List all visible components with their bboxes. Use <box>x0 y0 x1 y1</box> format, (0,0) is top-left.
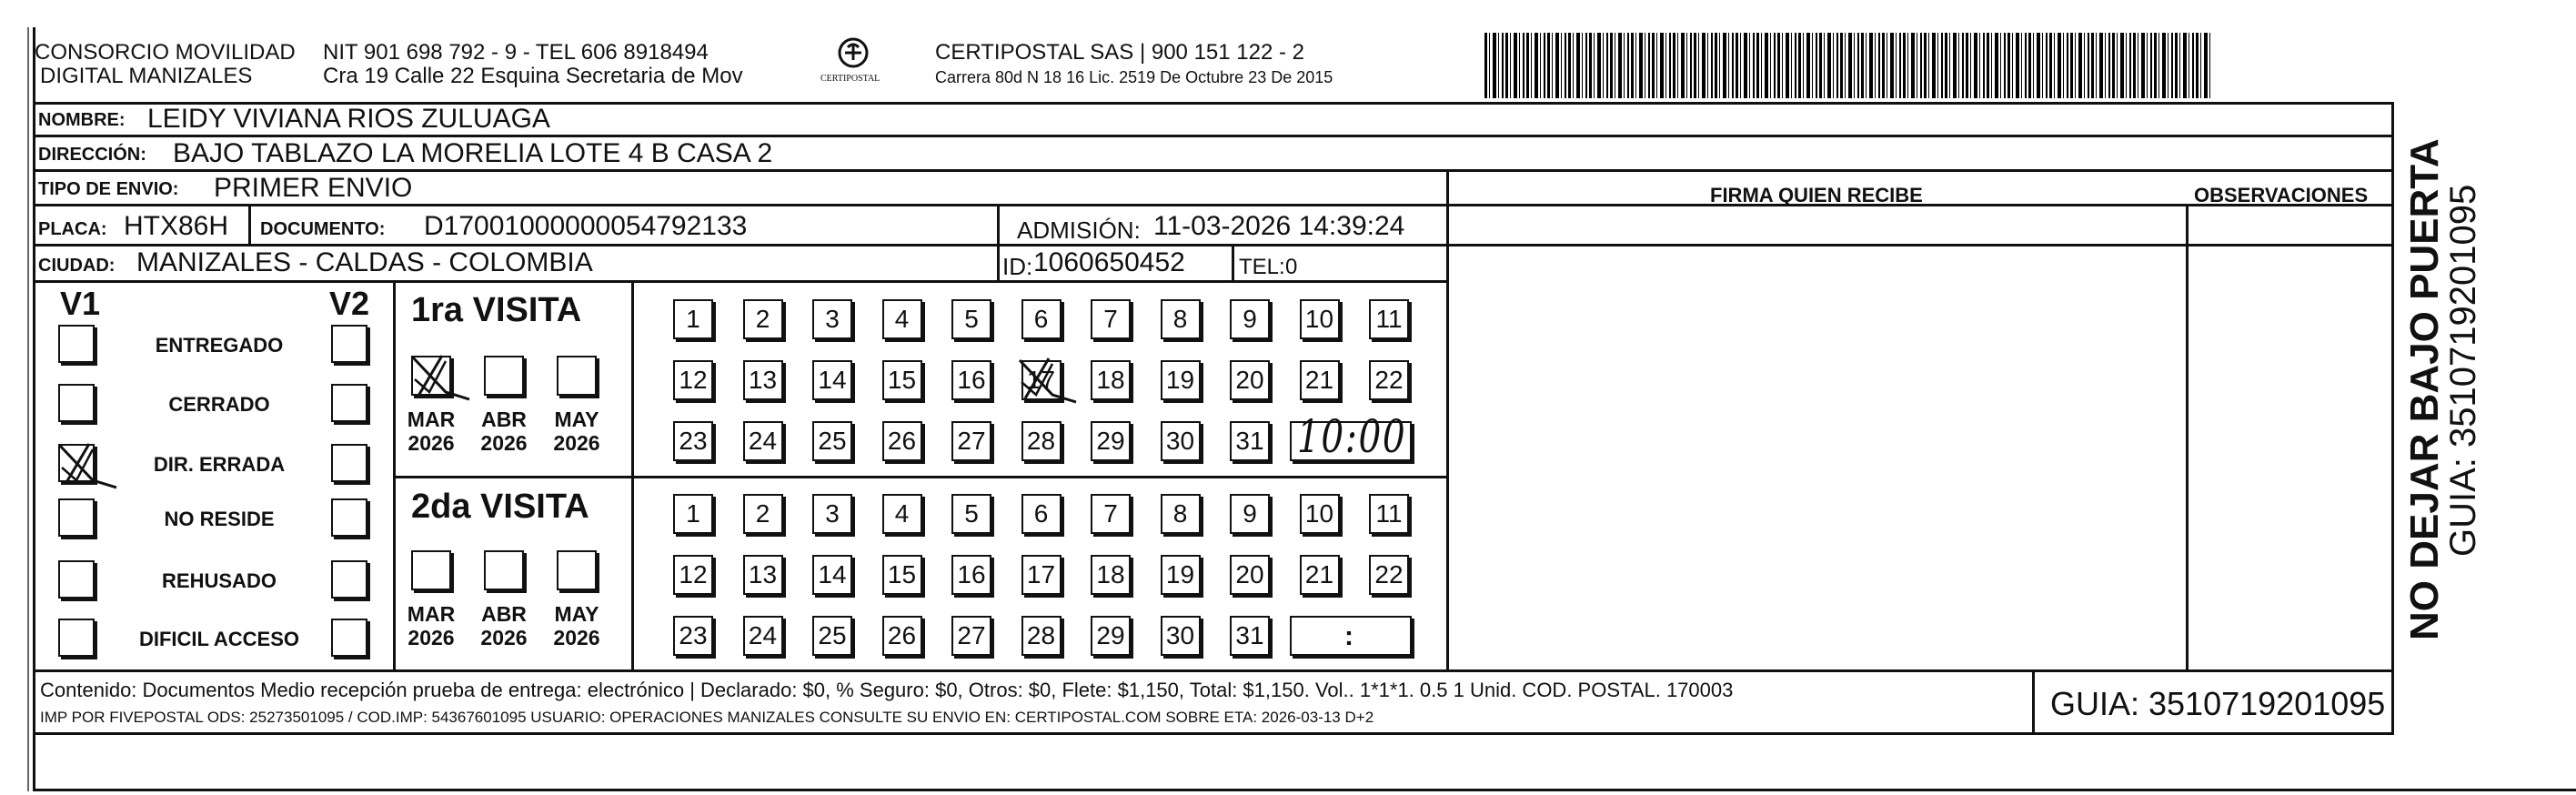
visit2-month-year: 2026 <box>408 626 455 650</box>
status-v2-checkbox[interactable] <box>331 619 367 657</box>
visit1-day-box[interactable]: 14 <box>812 360 852 400</box>
print-line: IMP POR FIVEPOSTAL ODS: 25273501095 / COD.IMP: 54367601095 USUARIO: OPERACIONES MANIZALES CONSULTE SU ENVIO EN: CERTIPOSTAL.COM SOBRE ETA: 2026-03-13 D+2 <box>40 709 1374 726</box>
visit1-day-box[interactable]: 29 <box>1091 421 1131 461</box>
visit2-month-year: 2026 <box>553 626 600 650</box>
visit1-day-box[interactable]: 16 <box>951 360 991 400</box>
obs-left-divider <box>2186 204 2189 669</box>
month-divider <box>631 280 634 669</box>
visit1-day-box[interactable]: 30 <box>1161 421 1201 461</box>
visit1-day-box[interactable]: 9 <box>1230 299 1270 339</box>
visit1-month-name: MAY <box>554 408 599 431</box>
visit1-day-box[interactable]: 23 <box>673 421 713 461</box>
courier-line2: Carrera 80d N 18 16 Lic. 2519 De Octubre 23 De 2015 <box>935 68 1333 86</box>
company-name-line1: CONSORCIO MOVILIDAD <box>35 40 296 65</box>
plate-value: HTX86H <box>124 211 229 241</box>
name-label: NOMBRE: <box>38 110 126 130</box>
visit1-day-box[interactable]: 7 <box>1091 299 1131 339</box>
plate-divider <box>248 204 251 244</box>
visit2-month-checkbox[interactable] <box>484 550 524 590</box>
visit2-day-box[interactable]: 6 <box>1021 494 1062 534</box>
visit1-month-checkbox[interactable] <box>557 356 597 396</box>
row-line-3 <box>33 204 2394 206</box>
visit2-month-checkbox[interactable] <box>411 550 451 590</box>
visit2-month-label <box>477 602 531 650</box>
visit1-time-box[interactable] <box>1290 410 1412 463</box>
admission-label: ADMISIÓN: <box>1017 216 1141 244</box>
visit2-day-box[interactable]: 9 <box>1230 494 1270 534</box>
status-v2-checkbox[interactable] <box>331 444 367 482</box>
row-line-4 <box>33 244 1448 247</box>
visit1-month-checkbox[interactable] <box>411 356 451 396</box>
status-divider <box>393 280 396 669</box>
visit-divider <box>393 476 1448 478</box>
visit2-day-box[interactable]: 15 <box>882 555 922 595</box>
address-value: BAJO TABLAZO LA MORELIA LOTE 4 B CASA 2 <box>173 138 773 168</box>
visit1-month-year: 2026 <box>480 431 528 456</box>
card-left-edge <box>27 27 29 791</box>
visit2-day-box[interactable]: 20 <box>1230 555 1270 595</box>
visit2-day-box[interactable]: 22 <box>1369 555 1409 595</box>
shipment-type-value: PRIMER ENVIO <box>214 173 413 203</box>
checkmark-icon <box>56 440 120 495</box>
visit1-day-box[interactable]: 15 <box>882 360 922 400</box>
tel-value: 0 <box>1285 255 1298 279</box>
status-option-label: ENTREGADO <box>155 334 284 357</box>
visit1-month-label <box>549 408 604 456</box>
visit2-day-box[interactable]: 30 <box>1161 616 1201 656</box>
v1-label: V1 <box>60 285 101 322</box>
visit2-month-year: 2026 <box>480 626 528 650</box>
visit1-title: 1ra VISITA <box>411 291 582 329</box>
visit1-day-box[interactable]: 31 <box>1230 421 1270 461</box>
visit1-month-name: ABR <box>481 408 527 431</box>
row-line-sig <box>1446 244 2394 247</box>
status-option-label: REHUSADO <box>162 569 277 592</box>
visit1-day-box[interactable]: 6 <box>1021 299 1062 339</box>
visit2-day-box[interactable]: 10 <box>1300 494 1340 534</box>
visit2-time-value: : <box>1344 621 1353 651</box>
city-label: CIUDAD: <box>38 256 116 276</box>
v2-label: V2 <box>329 285 370 322</box>
visit2-month-name: ABR <box>481 602 527 626</box>
barcode <box>1484 33 2212 98</box>
visit2-day-box[interactable]: 2 <box>743 494 783 534</box>
visit2-day-box[interactable]: 7 <box>1091 494 1131 534</box>
observations-header: OBSERVACIONES <box>2194 184 2369 206</box>
visit1-month-year: 2026 <box>553 431 600 456</box>
status-v2-checkbox[interactable] <box>331 498 367 537</box>
address-label: DIRECCIÓN: <box>38 145 146 165</box>
checkmark-icon <box>409 352 473 407</box>
visit2-day-box[interactable]: 4 <box>882 494 922 534</box>
visit2-day-box[interactable]: 18 <box>1091 555 1131 595</box>
status-option-label: CERRADO <box>168 393 270 416</box>
admission-divider <box>997 204 1000 280</box>
status-v1-checkbox[interactable] <box>58 444 95 482</box>
signature-header: FIRMA QUIEN RECIBE <box>1710 184 1923 206</box>
visit2-day-box[interactable]: 28 <box>1021 616 1062 656</box>
status-v2-checkbox[interactable] <box>331 325 367 363</box>
tel-divider <box>1232 244 1234 280</box>
visit1-day-box[interactable]: 27 <box>951 421 991 461</box>
row-line-1 <box>33 135 2394 137</box>
visit1-day-box[interactable]: 17 <box>1021 360 1062 400</box>
status-v2-checkbox[interactable] <box>331 560 367 599</box>
visit2-day-box[interactable]: 1 <box>673 494 713 534</box>
visit2-day-box[interactable]: 8 <box>1161 494 1201 534</box>
visit1-day-box[interactable]: 2 <box>743 299 783 339</box>
visit1-day-box[interactable]: 8 <box>1161 299 1201 339</box>
visit2-day-box[interactable]: 27 <box>951 616 991 656</box>
visit2-day-box[interactable]: 21 <box>1300 555 1340 595</box>
visit1-day-box[interactable]: 13 <box>743 360 783 400</box>
visit1-month-label <box>477 408 531 456</box>
visit1-time-handwritten: 10:00 <box>1297 410 1407 463</box>
visit2-day-box[interactable]: 12 <box>673 555 713 595</box>
visit1-day-box[interactable]: 26 <box>882 421 922 461</box>
visit1-day-box[interactable]: 20 <box>1230 360 1270 400</box>
visit1-day-box[interactable]: 1 <box>673 299 713 339</box>
address-line: Cra 19 Calle 22 Esquina Secretaria de Mov <box>323 64 743 88</box>
logo-text: CERTIPOSTAL <box>820 74 880 84</box>
status-v1-checkbox[interactable] <box>58 619 95 657</box>
visit1-day-box[interactable]: 4 <box>882 299 922 339</box>
id-value: 1060650452 <box>1033 247 1185 277</box>
visit2-day-box[interactable]: 11 <box>1369 494 1409 534</box>
checkmark-icon <box>1016 355 1080 409</box>
visit2-month-name: MAR <box>407 602 456 626</box>
visit1-day-box[interactable]: 19 <box>1161 360 1201 400</box>
plate-label: PLACA: <box>38 219 107 239</box>
visit2-day-box[interactable]: 24 <box>743 616 783 656</box>
visit1-day-box[interactable]: 22 <box>1369 360 1409 400</box>
visit2-month-label <box>549 602 604 650</box>
visit2-day-box[interactable]: 13 <box>743 555 783 595</box>
visit2-month-checkbox[interactable] <box>557 550 597 590</box>
visit1-day-box[interactable]: 21 <box>1300 360 1340 400</box>
status-option-label: DIFICIL ACCESO <box>138 628 299 650</box>
visit1-month-name: MAR <box>407 408 456 431</box>
id-label: ID: <box>1002 253 1033 280</box>
visit1-day-box[interactable]: 11 <box>1369 299 1409 339</box>
visit1-day-box[interactable]: 18 <box>1091 360 1131 400</box>
status-v1-checkbox[interactable] <box>58 325 95 363</box>
visit1-day-box[interactable]: 10 <box>1300 299 1340 339</box>
visit2-month-label <box>404 602 458 650</box>
contents-line: Contenido: Documentos Medio recepción prueba de entrega: electrónico | Declarado: $0, % Seguro: $0, Otros: $0, Flete: $1,150, Total: $1,150. Vol.. 1*1*1. 0.5 1 Unid. COD. POSTAL. 170003 <box>40 679 1734 701</box>
row-line-5 <box>33 280 1448 283</box>
sig-left-divider <box>1446 169 1449 669</box>
admission-value: 11-03-2026 14:39:24 <box>1153 211 1405 241</box>
visit1-day-box[interactable]: 25 <box>812 421 852 461</box>
city-value: MANIZALES - CALDAS - COLOMBIA <box>136 247 593 277</box>
courier-line1: CERTIPOSTAL SAS | 900 151 122 - 2 <box>935 40 1304 65</box>
status-v1-checkbox[interactable] <box>58 498 95 537</box>
visit1-month-label <box>404 408 458 456</box>
visit2-day-box[interactable]: 29 <box>1091 616 1131 656</box>
visit1-day-box[interactable]: 28 <box>1021 421 1062 461</box>
guide-box-text: GUIA: 3510719201095 <box>2050 685 2386 722</box>
visit2-month-name: MAY <box>554 602 599 626</box>
row-line-2 <box>33 169 2394 172</box>
visit2-day-box[interactable]: 25 <box>812 616 852 656</box>
shipment-type-label: TIPO DE ENVIO: <box>38 179 179 199</box>
document-label: DOCUMENTO: <box>260 219 386 239</box>
side-warning: NO DEJAR BAJO PUERTA <box>2402 138 2447 640</box>
visit2-day-box[interactable]: 31 <box>1230 616 1270 656</box>
visit2-day-box[interactable]: 5 <box>951 494 991 534</box>
visit2-title: 2da VISITA <box>411 488 589 526</box>
status-option-label: DIR. ERRADA <box>153 453 286 476</box>
name-value: LEIDY VIVIANA RIOS ZULUAGA <box>147 104 550 134</box>
visit2-day-box[interactable]: 23 <box>673 616 713 656</box>
visit1-day-box[interactable]: 12 <box>673 360 713 400</box>
status-v1-checkbox[interactable] <box>58 384 95 422</box>
tel-label: TEL: <box>1239 255 1285 279</box>
visit2-time-box[interactable] <box>1290 616 1412 656</box>
side-guide: GUIA: 3510719201095 <box>2443 184 2483 557</box>
visit2-day-box[interactable]: 19 <box>1161 555 1201 595</box>
status-v2-checkbox[interactable] <box>331 384 367 422</box>
company-name-line2: DIGITAL MANIZALES <box>40 64 253 88</box>
visit2-day-box[interactable]: 3 <box>812 494 852 534</box>
visit2-day-box[interactable]: 26 <box>882 616 922 656</box>
visit1-month-year: 2026 <box>408 431 455 456</box>
certipostal-logo <box>817 36 890 91</box>
visit1-day-box[interactable]: 24 <box>743 421 783 461</box>
visit1-day-box[interactable]: 5 <box>951 299 991 339</box>
status-option-label: NO RESIDE <box>164 508 275 530</box>
document-value: D17001000000054792133 <box>424 211 748 241</box>
visit2-day-box[interactable]: 17 <box>1021 555 1062 595</box>
visit2-day-box[interactable]: 16 <box>951 555 991 595</box>
visit2-day-box[interactable]: 14 <box>812 555 852 595</box>
visit1-month-checkbox[interactable] <box>484 356 524 396</box>
nit-line: NIT 901 698 792 - 9 - TEL 606 8918494 <box>323 40 709 65</box>
visit1-day-box[interactable]: 3 <box>812 299 852 339</box>
status-v1-checkbox[interactable] <box>58 560 95 599</box>
